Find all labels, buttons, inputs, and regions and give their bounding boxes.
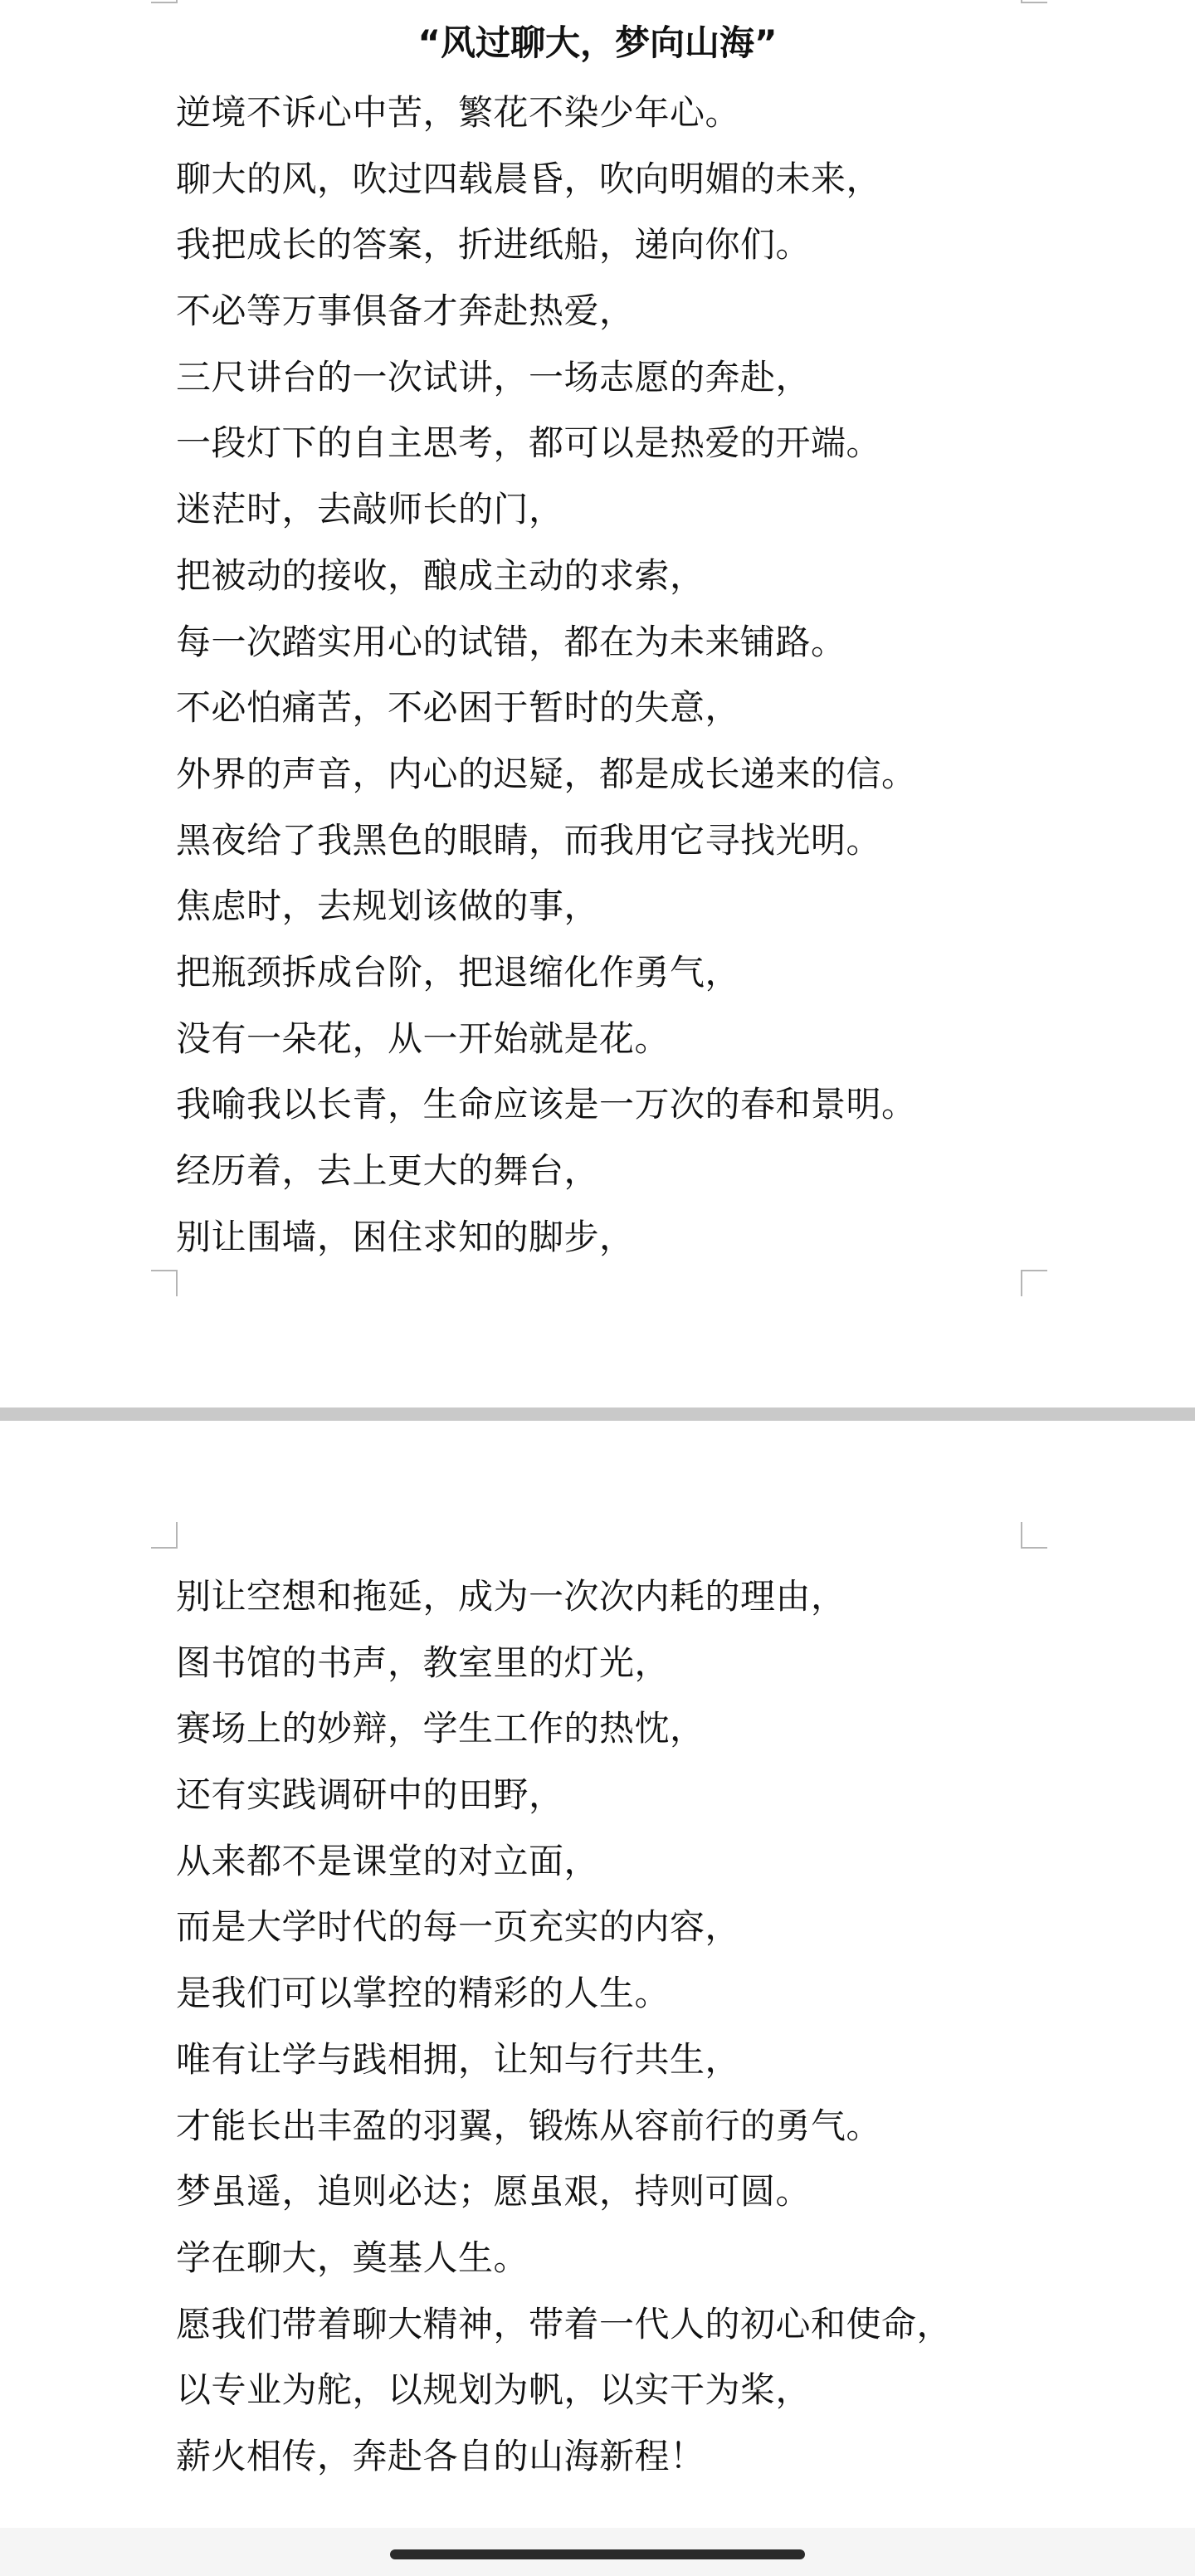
text-line: 我把成长的答案，折进纸船，递向你们。 xyxy=(176,224,812,266)
text-line: 外界的声音，内心的迟疑，都是成长递来的信。 xyxy=(176,753,917,794)
text-line: 别让围墙，困住求知的脚步， xyxy=(176,1216,635,1257)
text-line: 以专业为舵，以规划为帆，以实干为桨， xyxy=(176,2369,812,2411)
bottom-bar xyxy=(0,2528,1195,2576)
text-line: 愿我们带着聊大精神，带着一代人的初心和使命， xyxy=(176,2303,953,2344)
document-title: “风过聊大，梦向山海” xyxy=(417,22,778,63)
home-indicator[interactable] xyxy=(390,2549,805,2559)
text-line: 不必等万事俱备才奔赴热爱， xyxy=(176,290,635,332)
text-line: 三尺讲台的一次试讲，一场志愿的奔赴， xyxy=(176,356,812,398)
text-line: 从来都不是课堂的对立面， xyxy=(176,1840,600,1881)
page-2-text xyxy=(176,1577,1056,2503)
document-page-2 xyxy=(0,1421,1195,2576)
text-line: 我喻我以长青，生命应该是一万次的春和景明。 xyxy=(176,1084,917,1125)
page-margin-corner-bottom-left xyxy=(151,1270,178,1296)
text-line: 一段灯下的自主思考，都可以是热爱的开端。 xyxy=(176,422,882,464)
page-margin-corner-top-right xyxy=(1021,1522,1047,1549)
page-margin-corner-top-right xyxy=(1021,0,1047,3)
text-line: 学在聊大，奠基人生。 xyxy=(176,2237,529,2278)
page-1-text xyxy=(176,93,1056,1283)
text-line: 聊大的风，吹过四载晨昏，吹向明媚的未来， xyxy=(176,158,882,199)
text-line: 迷茫时，去敲师长的门， xyxy=(176,489,564,530)
text-line: 是我们可以掌控的精彩的人生。 xyxy=(176,1973,671,2014)
text-line: 赛场上的妙辩，学生工作的热忱， xyxy=(176,1708,705,1749)
text-line: 别让空想和拖延，成为一次次内耗的理由， xyxy=(176,1576,846,1617)
text-line: 不必怕痛苦，不必困于暂时的失意， xyxy=(176,687,741,729)
text-line: 黑夜给了我黑色的眼睛，而我用它寻找光明。 xyxy=(176,819,882,861)
page-margin-corner-top-left xyxy=(151,1522,178,1549)
text-line: 唯有让学与践相拥，让知与行共生， xyxy=(176,2038,741,2080)
page-margin-corner-top-left xyxy=(151,0,178,3)
text-line: 梦虽遥，追则必达；愿虽艰，持则可圆。 xyxy=(176,2171,812,2213)
text-line: 而是大学时代的每一页充实的内容， xyxy=(176,1906,741,1948)
text-line: 焦虑时，去规划该做的事， xyxy=(176,886,600,927)
text-line: 没有一朵花，从一开始就是花。 xyxy=(176,1017,671,1059)
text-line: 逆境不诉心中苦，繁花不染少年心。 xyxy=(176,92,741,133)
text-line: 才能长出丰盈的羽翼，锻炼从容前行的勇气。 xyxy=(176,2105,882,2146)
text-line: 图书馆的书声，教室里的灯光， xyxy=(176,1642,671,1683)
page-separator xyxy=(0,1408,1195,1421)
text-line: 把被动的接收，酿成主动的求索， xyxy=(176,554,705,596)
text-line: 薪火相传，奔赴各自的山海新程！ xyxy=(176,2435,705,2476)
text-line: 经历着，去上更大的舞台， xyxy=(176,1150,600,1191)
page-margin-corner-bottom-right xyxy=(1021,1270,1047,1296)
text-line: 每一次踏实用心的试错，都在为未来铺路。 xyxy=(176,621,846,662)
text-line: 还有实践调研中的田野， xyxy=(176,1774,564,1816)
text-line: 把瓶颈拆成台阶，把退缩化作勇气， xyxy=(176,951,741,993)
